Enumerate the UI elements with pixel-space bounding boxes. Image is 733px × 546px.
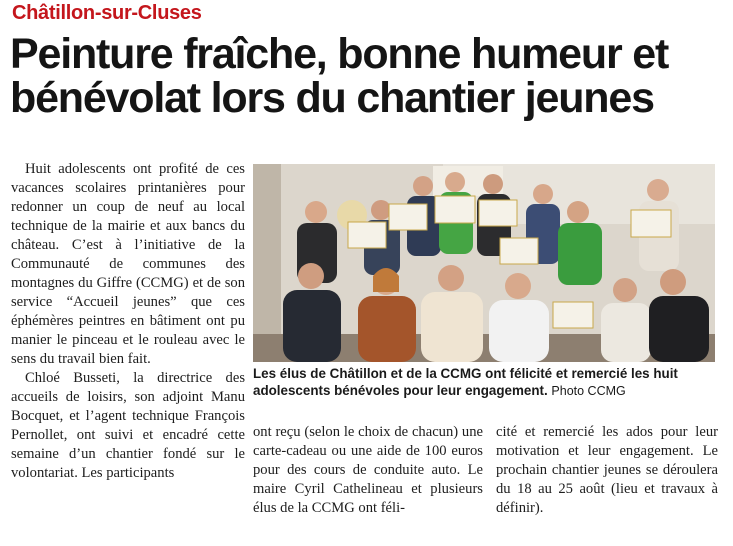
photo-credit: Photo CCMG	[551, 384, 626, 398]
text-column-3	[496, 423, 718, 518]
text-column-1	[11, 160, 245, 483]
caption-text: Les élus de Châtillon et de la CCMG ont félicité et remercié les huit adolescents bénévoles pour leur engagement.	[253, 366, 678, 398]
article-photo	[253, 164, 715, 362]
group-photo-illustration	[253, 164, 715, 362]
paragraph-1: Huit adolescents ont profité de ces vacances scolaires printanières pour redonner un coup de neuf au local technique de la mairie et aux bancs du château. C’est à l’initiative de la Communauté de communes des montagnes du Giffre (CCMG) et de son service “Accueil jeunes” que ces éphémères peintres en bâtiment ont pu manier le pinceau et le rouleau avec le sens du travail bien fait.	[11, 161, 245, 367]
paragraph-4: cité et remercié les ados pour leur motivation et leur engagement. Le prochain chantier jeunes se déroulera du 18 au 25 août (lieu et travaux à définir).	[496, 424, 718, 516]
photo-caption	[253, 365, 718, 400]
paragraph-3: ont reçu (selon le choix de chacun) une carte-cadeau ou une aide de 100 euros pour des cours de conduite auto. Le maire Cyril Cathelineau et plusieurs élus de la CCMG ont féli-	[253, 424, 483, 516]
text-column-2	[253, 423, 483, 518]
paragraph-2: Chloé Busseti, la directrice des accueils de loisirs, son adjoint Manu Bocquet, et l’agent technique François Pernollet, ont suivi et encadré cette semaine d’un chantier fondé sur le volontariat. Les participants	[11, 370, 245, 481]
article-kicker: Châtillon-sur-Cluses	[12, 2, 202, 24]
article-headline: Peinture fraîche, bonne humeur et bénévolat lors du chantier jeunes	[10, 30, 669, 122]
